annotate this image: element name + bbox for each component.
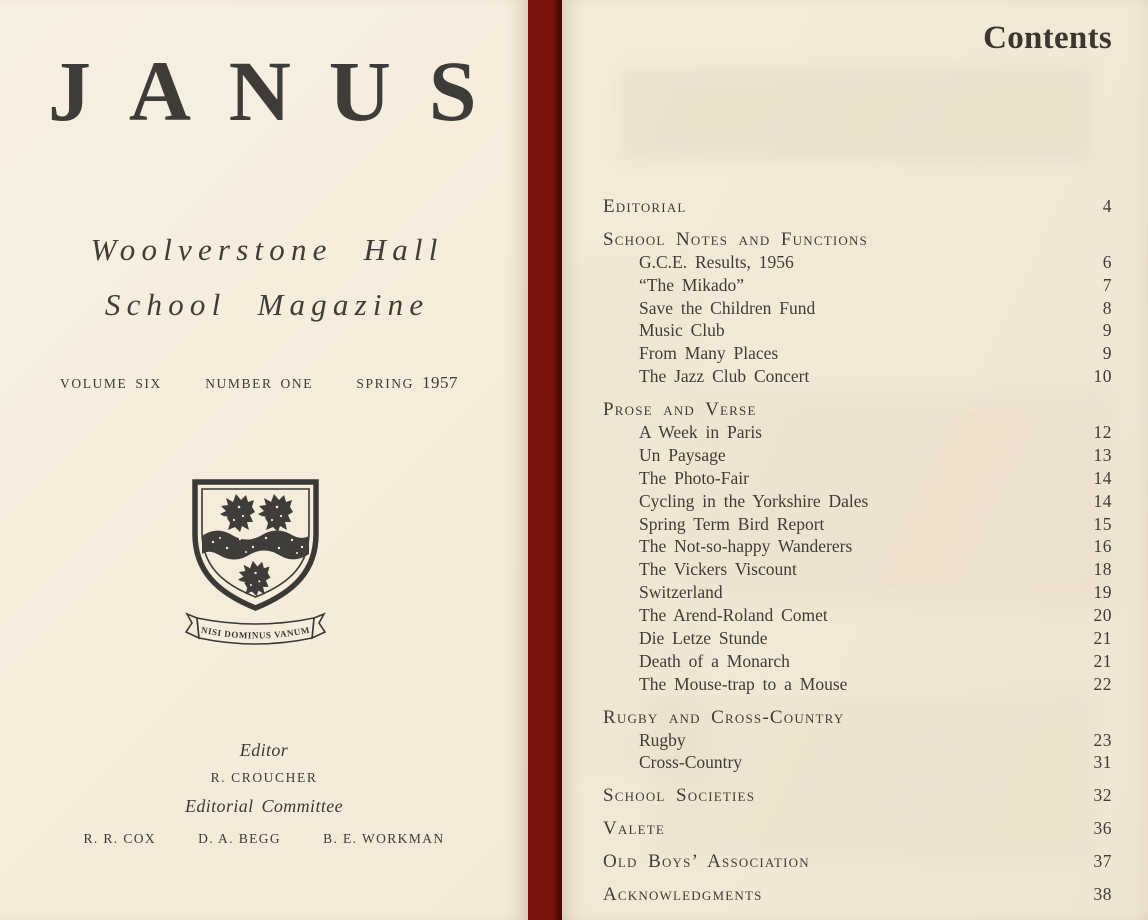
toc-entry-page-number: 18 [1093, 559, 1112, 580]
toc-item-row [603, 559, 1112, 582]
toc-entry-page-number: 38 [1093, 884, 1112, 905]
toc-entry-label: Switzerland [639, 582, 723, 603]
school-crest-emblem [183, 468, 328, 662]
toc-entry-page-number: 13 [1093, 444, 1112, 465]
toc-entry-label: Death of a Monarch [639, 650, 790, 671]
magazine-title: JANUS [48, 43, 515, 139]
toc-entry-page-number: 22 [1093, 673, 1112, 694]
toc-entry-page-number: 14 [1093, 467, 1112, 488]
toc-section-row [603, 884, 1112, 907]
toc-entry-label: The Jazz Club Concert [639, 366, 810, 387]
contents-page [562, 0, 1148, 920]
toc-item-row [603, 628, 1112, 651]
toc-entry-label: Cross-Country [639, 752, 743, 773]
toc-section-row [603, 851, 1112, 874]
toc-entry-label: G.C.E. Results, 1956 [639, 251, 794, 272]
editor-block [0, 740, 528, 847]
toc-entry-page-number: 9 [1102, 343, 1112, 364]
season-year [356, 373, 458, 393]
toc-section-row [603, 707, 1112, 730]
editor-name: R. CROUCHER [210, 770, 318, 785]
toc-entry-page-number: 10 [1093, 366, 1112, 387]
toc-item-row [603, 298, 1112, 321]
toc-entry-label: Music Club [639, 320, 725, 341]
toc-item-row [603, 468, 1112, 491]
toc-entry-label: School Societies [603, 785, 756, 807]
editorial-committee-label: Editorial Committee [184, 796, 344, 816]
toc-section-row [603, 785, 1112, 808]
toc-entry-label: Die Letze Stunde [639, 628, 768, 649]
crest-motto-text: NISI DOMINUS VANUM [200, 624, 311, 641]
toc-entry-label: Un Paysage [639, 444, 726, 465]
toc-entry-page-number: 21 [1093, 628, 1112, 649]
contents-list [603, 196, 1112, 907]
toc-item-row [603, 674, 1112, 697]
toc-entry-page-number: 19 [1093, 582, 1112, 603]
toc-entry-label: Rugby [639, 729, 686, 750]
toc-section-row [603, 818, 1112, 841]
toc-item-row [603, 582, 1112, 605]
toc-item-row [603, 536, 1112, 559]
toc-item-row [603, 651, 1112, 674]
toc-entry-page-number: 6 [1102, 251, 1112, 272]
toc-entry-label: Editorial [603, 196, 687, 217]
toc-entry-label: Cycling in the Yorkshire Dales [639, 490, 869, 511]
toc-entry-label: The Mouse-trap to a Mouse [639, 673, 848, 694]
toc-entry-page-number: 36 [1093, 818, 1112, 839]
toc-item-row [603, 275, 1112, 298]
toc-entry-page-number: 9 [1102, 320, 1112, 341]
toc-entry-label: School Notes and Functions [603, 228, 868, 250]
toc-entry-label: From Many Places [639, 343, 779, 364]
toc-entry-page-number: 14 [1093, 490, 1112, 511]
number-label: NUMBER ONE [205, 376, 314, 391]
toc-entry-page-number: 23 [1093, 729, 1112, 750]
toc-entry-page-number: 16 [1093, 536, 1112, 557]
toc-entry-label: The Not-so-happy Wanderers [639, 536, 853, 557]
paper-showthrough [620, 68, 1090, 160]
magazine-subtitle [0, 222, 528, 332]
toc-entry-label: The Arend-Roland Comet [639, 605, 828, 626]
toc-item-row [603, 343, 1112, 366]
toc-item-row [603, 445, 1112, 468]
toc-entry-label: Valete [603, 818, 666, 840]
volume-label: VOLUME SIX [60, 376, 162, 391]
toc-section-row [603, 229, 1112, 252]
committee-member-name: D. A. BEGG [198, 831, 282, 846]
committee-member-name: R. R. COX [83, 831, 157, 846]
toc-entry-page-number: 4 [1102, 196, 1112, 216]
season-label: SPRING [356, 376, 415, 391]
toc-entry-label: “The Mikado” [639, 274, 745, 295]
subtitle-line-2: School Magazine [104, 287, 430, 322]
toc-entry-page-number: 15 [1093, 513, 1112, 534]
toc-item-row [603, 730, 1112, 753]
year-label: 1957 [422, 373, 458, 392]
toc-item-row [603, 514, 1112, 537]
crest-shield-icon [183, 468, 328, 662]
toc-entry-label: Save the Children Fund [639, 297, 816, 318]
volume-issue-row [60, 373, 458, 393]
toc-entry-label: A Week in Paris [639, 422, 762, 443]
toc-entry-page-number: 12 [1093, 422, 1112, 443]
toc-entry-label: Rugby and Cross-Country [603, 706, 845, 728]
toc-entry-page-number: 8 [1102, 297, 1112, 318]
book-spine-gutter [528, 0, 562, 920]
toc-entry-label: The Photo-Fair [639, 467, 749, 488]
editor-label: Editor [239, 740, 289, 760]
toc-item-row [603, 491, 1112, 514]
subtitle-line-1: Woolverstone Hall [90, 232, 444, 267]
toc-entry-label: Spring Term Bird Report [639, 513, 825, 534]
toc-item-row [603, 422, 1112, 445]
committee-member-name: B. E. WORKMAN [323, 831, 445, 846]
toc-item-row [603, 366, 1112, 389]
toc-section-row [603, 399, 1112, 422]
toc-entry-label: Acknowledgments [603, 884, 763, 906]
toc-item-row [603, 752, 1112, 775]
toc-entry-page-number: 31 [1093, 752, 1112, 773]
contents-heading: Contents [983, 20, 1112, 56]
toc-entry-label: Old Boys’ Association [603, 851, 810, 873]
toc-entry-page-number: 32 [1093, 785, 1112, 806]
committee-names [0, 831, 528, 847]
toc-entry-page-number: 21 [1093, 650, 1112, 671]
toc-section-row [603, 196, 1112, 219]
toc-entry-label: Prose and Verse [603, 399, 757, 421]
toc-entry-label: The Vickers Viscount [639, 559, 797, 580]
toc-item-row [603, 320, 1112, 343]
toc-entry-page-number: 7 [1102, 274, 1112, 295]
toc-entry-page-number: 37 [1093, 851, 1112, 872]
toc-item-row [603, 252, 1112, 275]
toc-entry-page-number: 20 [1093, 605, 1112, 626]
title-page [0, 0, 528, 920]
toc-item-row [603, 605, 1112, 628]
